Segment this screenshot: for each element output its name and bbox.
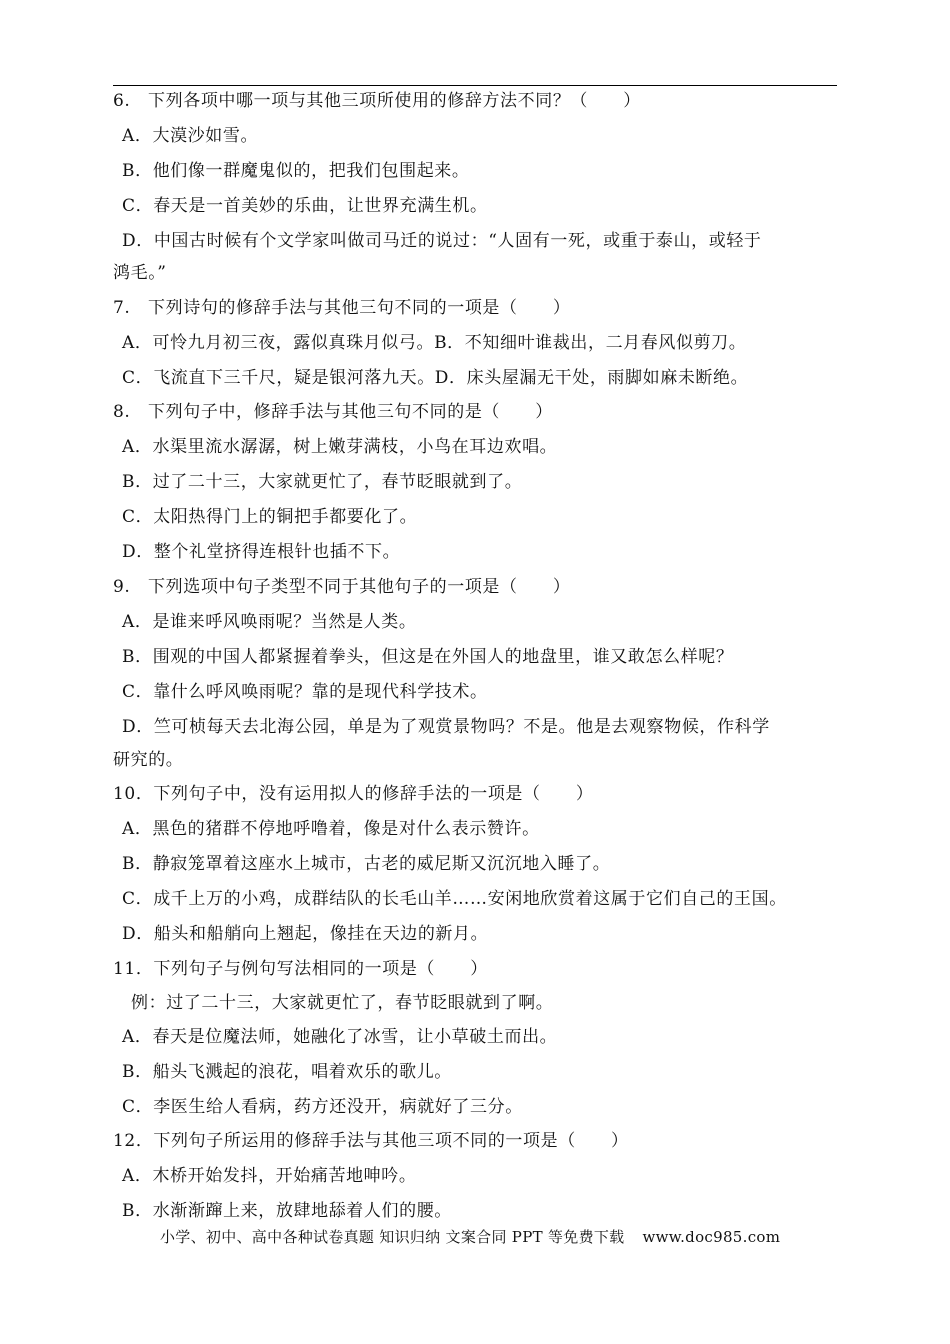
question-9-option-d-continued: 研究的。 [113,750,184,770]
footer-url[interactable]: www.doc985.com [642,1228,781,1246]
question-11-example: 例：过了二十三，大家就更忙了，春节眨眼就到了啊。 [131,993,554,1013]
question-8-option-c: C．太阳热得门上的铜把手都要化了。 [122,507,418,527]
question-9-stem: 9. 下列选项中句子类型不同于其他句子的一项是（ ） [113,577,571,597]
question-6-option-b: B．他们像一群魔鬼似的，把我们包围起来。 [122,161,470,181]
question-10-option-c: C．成千上万的小鸡，成群结队的长毛山羊……安闲地欣赏着这属于它们自己的王国。 [122,889,787,909]
page-footer [160,1228,780,1246]
question-11-option-a: A．春天是位魔法师，她融化了冰雪，让小草破土而出。 [122,1027,558,1047]
question-8-stem: 8. 下列句子中，修辞手法与其他三句不同的是（ ） [113,402,553,422]
question-9-option-a: A．是谁来呼风唤雨呢？当然是人类。 [122,612,417,632]
question-7-options-cd: C．飞流直下三千尺，疑是银河落九天。D．床头屋漏无干处，雨脚如麻未断绝。 [122,368,749,388]
question-10-option-d: D．船头和船艄向上翘起，像挂在天边的新月。 [122,924,489,944]
question-6-option-d-continued: 鸿毛。” [113,263,167,283]
question-7-options-ab: A．可怜九月初三夜，露似真珠月似弓。B．不知细叶谁裁出，二月春风似剪刀。 [122,333,747,353]
question-10-stem: 10．下列句子中，没有运用拟人的修辞手法的一项是（ ） [113,784,594,804]
header-rule [113,85,837,86]
question-12-stem: 12．下列句子所运用的修辞手法与其他三项不同的一项是（ ） [113,1131,629,1151]
question-6-option-c: C．春天是一首美妙的乐曲，让世界充满生机。 [122,196,488,216]
question-8-option-b: B．过了二十三，大家就更忙了，春节眨眼就到了。 [122,472,523,492]
question-11-option-b: B．船头飞溅起的浪花，唱着欢乐的歌儿。 [122,1062,452,1082]
question-9-option-d: D．竺可桢每天去北海公园，单是为了观赏景物吗？不是。他是去观察物候，作科学 [122,717,770,737]
question-6-stem: 6. 下列各项中哪一项与其他三项所使用的修辞方法不同？（ ） [113,91,641,111]
question-6-option-d: D．中国古时候有个文学家叫做司马迁的说过：“人固有一死，或重于泰山，或轻于 [122,231,762,251]
footer-text: 小学、初中、高中各种试卷真题 知识归纳 文案合同 PPT 等免费下载 [160,1228,625,1246]
question-8-option-a: A．水渠里流水潺潺，树上嫩芽满枝，小鸟在耳边欢唱。 [122,437,558,457]
question-11-option-c: C．李医生给人看病，药方还没开，病就好了三分。 [122,1097,523,1117]
question-10-option-b: B．静寂笼罩着这座水上城市，古老的威尼斯又沉沉地入睡了。 [122,854,611,874]
question-9-option-c: C．靠什么呼风唤雨呢？靠的是现代科学技术。 [122,682,488,702]
question-9-option-b: B．围观的中国人都紧握着拳头，但这是在外国人的地盘里，谁又敢怎么样呢？ [122,647,734,667]
question-6-option-a: A．大漠沙如雪。 [122,126,259,146]
question-12-option-a: A．木桥开始发抖，开始痛苦地呻吟。 [122,1166,417,1186]
question-11-stem: 11．下列句子与例句写法相同的一项是（ ） [113,959,488,979]
question-7-stem: 7. 下列诗句的修辞手法与其他三句不同的一项是（ ） [113,298,571,318]
question-8-option-d: D．整个礼堂挤得连根针也插不下。 [122,542,401,562]
question-10-option-a: A．黑色的猪群不停地呼噜着，像是对什么表示赞许。 [122,819,540,839]
question-12-option-b: B．水渐渐蹿上来，放肆地舔着人们的腰。 [122,1201,452,1221]
